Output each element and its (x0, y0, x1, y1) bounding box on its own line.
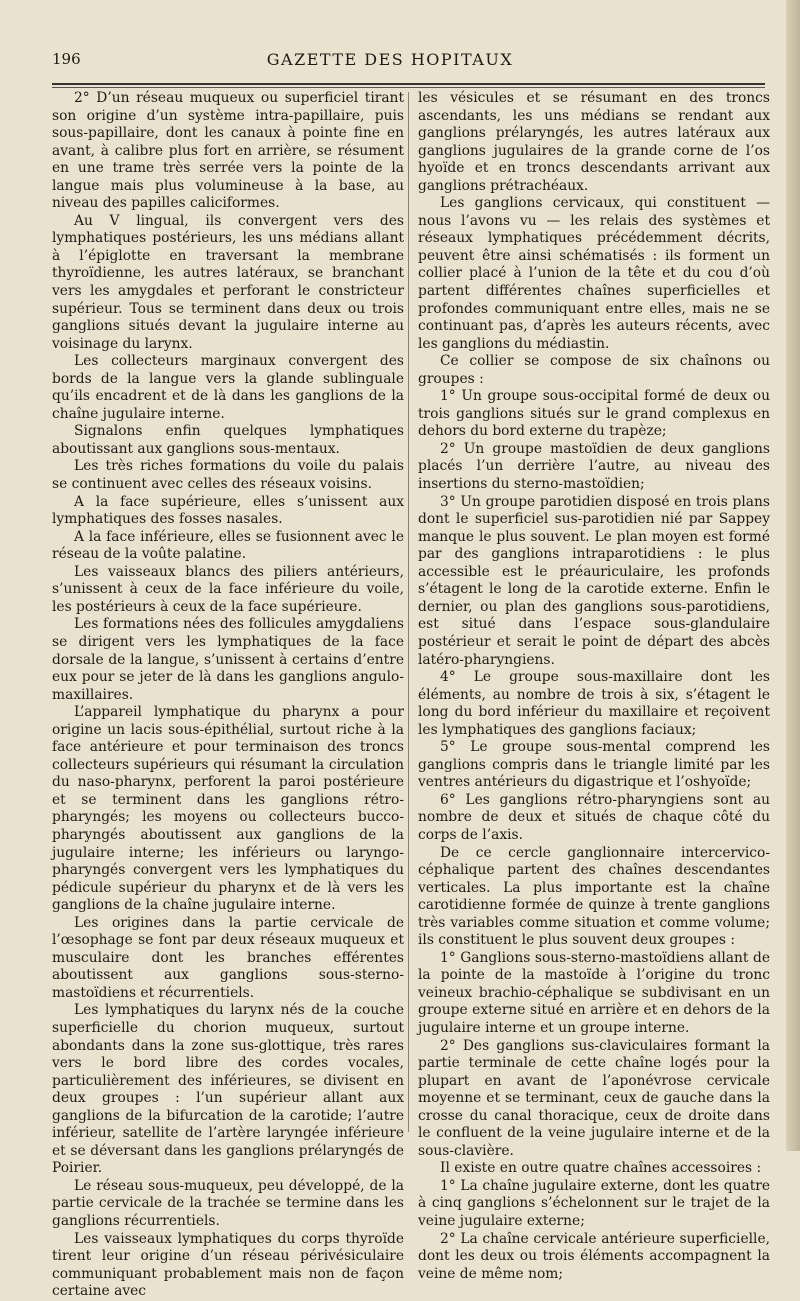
paragraph: 2° Un groupe mastoïdien de deux ganglions placés l’un derrière l’autre, au niveau des insertions du sterno-mastoïdien; (418, 440, 770, 493)
paragraph: Les lymphatiques du larynx nés de la couche superficielle du chorion muqueux, surtout abondants dans la zone sus-glottique, très rares vers le bord libre des cordes vocales, particulièrement des inférieures, se divisent en deux groupes : l’un supérieur allant aux ganglions de la bifurcation de la carotide; l’autre inférieur, satellite de l’artère laryngée inférieure et se déversant dans les ganglions prélaryngés de Poirier. (52, 1002, 404, 1177)
paragraph: 6° Les ganglions rétro-pharyngiens sont au nombre de deux et situés de chaque côté du corps de l’axis. (418, 791, 770, 843)
page-header (0, 50, 780, 76)
column-separator (408, 92, 409, 1132)
paragraph: 1° La chaîne jugulaire externe, dont les quatre à cinq ganglions s’échelonnent sur le trajet de la veine jugulaire externe; (418, 1177, 770, 1229)
paragraph: Le réseau sous-muqueux, peu développé, de la partie cervicale de la trachée se termine dans les ganglions récurrentiels. (52, 1177, 404, 1229)
paragraph: 1° Ganglions sous-sterno-mastoïdiens allant de la pointe de la mastoïde à l’origine du tronc veineux brachio-céphalique se subdivisant en un groupe externe situé en arrière et en dehors de la jugulaire interne et un groupe interne. (418, 949, 770, 1036)
paragraph: Au V lingual, ils convergent vers des lymphatiques postérieurs, les uns médians allant à l’épiglotte en traversant la membrane thyroïdienne, les autres latéraux, se branchant vers les amygdales et perforant le constricteur supérieur. Tous se terminent dans deux ou trois ganglions situés devant la jugulaire interne au voisinage du larynx. (52, 212, 404, 352)
paragraph: Il existe en outre quatre chaînes accessoires : (440, 1160, 762, 1177)
paragraph: A la face supérieure, elles s’unissent aux lymphatiques des fosses nasales. (52, 493, 404, 528)
paragraph: Les ganglions cervicaux, qui constituent — nous l’avons vu — les relais des systèmes et réseaux lymphatiques précédemment décrits, peuvent être ainsi schématisés : ils forment un collier placé à l’union de la tête et du cou d’où partent différentes chaînes superficielles et profondes communiquant entre elles, mais ne se continuant pas, d’après les auteurs récents, avec les ganglions du médiastin. (418, 195, 770, 352)
paragraph: 2° D’un réseau muqueux ou superficiel tirant son origine d’un système intra-papillaire, puis sous-papillaire, dont les canaux à pointe fine en avant, à calibre plus fort en arrière, se résument en une trame très serrée vers la pointe de la langue mais plus volumineuse à la base, au niveau des papilles caliciformes. (52, 90, 404, 212)
header-rule (52, 83, 765, 85)
paragraph: Les formations nées des follicules amygdaliens se dirigent vers les lymphatiques de la face dorsale de la langue, s’unissent à certains d’entre eux pour se jeter de là dans les ganglions angulo-maxillaires. (52, 616, 404, 703)
running-title: GAZETTE DES HOPITAUX (266, 50, 514, 69)
paragraph: les vésicules et se résumant en des troncs ascendants, les uns médians se rendant aux ganglions prélaryngés, les autres latéraux aux ganglions jugulaires de la grande corne de l’os hyoïde et en troncs descendants arrivant aux ganglions prétrachéaux. (418, 90, 770, 194)
paragraph: Les origines dans la partie cervicale de l’œsophage se font par deux réseaux muqueux et musculaire dont les branches efférentes aboutissent aux ganglions sous-sterno-mastoïdiens et récurrentiels. (52, 914, 404, 1001)
left-column (52, 90, 404, 1300)
paragraph: L’appareil lymphatique du pharynx a pour origine un lacis sous-épithélial, surtout riche à la face antérieure et pour terminaison des troncs collecteurs supérieurs qui résumant la circulation du naso-pharynx, perforent la paroi postérieure et se terminent dans les ganglions rétro-pharyngés; les moyens ou collecteurs bucco-pharyngés aboutissent aux ganglions de la jugulaire interne; les inférieurs ou laryngo-pharyngés convergent vers les lymphatiques du pédicule supérieur du pharynx et de là vers les ganglions de la chaîne jugulaire interne. (52, 704, 404, 914)
paragraph: 4° Le groupe sous-maxillaire dont les éléments, au nombre de trois à six, s’étagent le long du bord inférieur du maxillaire et reçoivent les lymphatiques des ganglions faciaux; (418, 669, 770, 738)
paragraph: Les vaisseaux lymphatiques du corps thyroïde tirent leur origine d’un réseau périvésiculaire communiquant probablement mais non de façon certaine avec (52, 1230, 404, 1300)
header-rule-thin (52, 87, 765, 88)
paragraph: 3° Un groupe parotidien disposé en trois plans dont le superficiel sus-parotidien nié par Sappey manque le plus souvent. Le plan moyen est formé par des ganglions intraparotidiens : le plus accessible est le préauriculaire, les profonds s’étagent le long de la carotide externe. Enfin le dernier, ou plan des ganglions sous-parotidiens, est situé dans l’espace sous-glandulaire postérieur et serait le point de départ des abcès latéro-pharyngiens. (418, 493, 770, 668)
paragraph: 1° Un groupe sous-occipital formé de deux ou trois ganglions situés sur le grand complexus en dehors du bord externe du trapèze; (418, 388, 770, 440)
paragraph: 5° Le groupe sous-mental comprend les ganglions compris dans le triangle limité par les ventres antérieurs du digastrique et l’oshyoïde; (418, 739, 770, 791)
paragraph: 2° Des ganglions sus-claviculaires formant la partie terminale de cette chaîne logés pour la plupart en avant de l’aponévrose cervicale moyenne et se terminant, ceux de gauche dans la crosse du canal thoracique, ceux de droite dans le confluent de la veine jugulaire interne et de la sous-clavière. (418, 1037, 770, 1159)
right-column (418, 90, 770, 1282)
paragraph: A la face inférieure, elles se fusionnent avec le réseau de la voûte palatine. (52, 528, 404, 563)
paragraph: Les très riches formations du voile du palais se continuent avec celles des réseaux voisins. (52, 458, 404, 493)
page-edge (786, 0, 800, 1151)
paragraph: Signalons enfin quelques lymphatiques aboutissant aux ganglions sous-mentaux. (52, 423, 404, 457)
paragraph: 2° La chaîne cervicale antérieure superficielle, dont les deux ou trois éléments accompagnent la veine de même nom; (418, 1230, 770, 1282)
paragraph: Les vaisseaux blancs des piliers antérieurs, s’unissent à ceux de la face inférieure du voile, les postérieurs à ceux de la face supérieure. (52, 563, 404, 615)
paragraph: Les collecteurs marginaux convergent des bords de la langue vers la glande sublinguale qu’ils encadrent et de là dans les ganglions de la chaîne jugulaire interne. (52, 353, 404, 422)
paragraph: De ce cercle ganglionnaire intercervico-céphalique partent des chaînes descendantes verticales. La plus importante est la chaîne carotidienne formée de quinze à trente ganglions très variables comme situation et comme volume; ils constituent le plus souvent deux groupes : (418, 844, 770, 949)
page-number: 196 (52, 50, 81, 68)
paragraph: Ce collier se compose de six chaînons ou groupes : (418, 353, 770, 387)
